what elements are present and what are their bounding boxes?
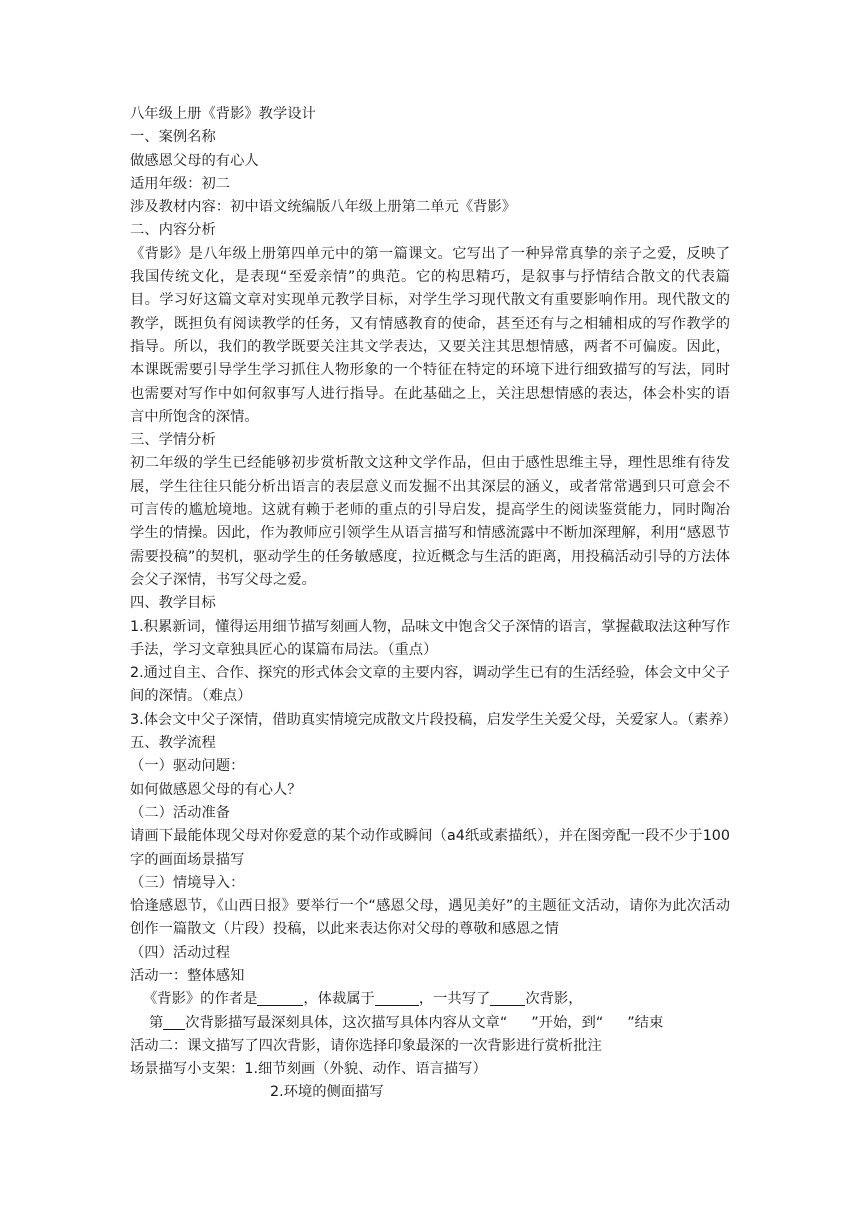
material-line: 涉及教材内容：初中语文统编版八年级上册第二单元《背影》 — [130, 199, 517, 216]
step-1-heading: （一）驱动问题： — [130, 758, 245, 775]
question-1 — [130, 988, 730, 1011]
author-blank[interactable] — [257, 990, 303, 1006]
q1-text-c: ，一共写了 — [418, 991, 491, 1008]
section-3-heading: 三、学情分析 — [130, 432, 216, 449]
scaffold-item-2: 2.环境的侧面描写 — [270, 1084, 384, 1101]
scaffold-item-1: 场景描写小支架：1.细节刻画（外貌、动作、语言描写） — [130, 1061, 487, 1078]
count-blank[interactable] — [490, 990, 525, 1006]
genre-blank[interactable] — [375, 990, 419, 1006]
step-3-heading: （三）情境导入： — [130, 874, 245, 891]
step-4-heading: （四）活动过程 — [130, 944, 231, 961]
doc-title: 八年级上册《背影》教学设计 — [130, 106, 316, 122]
q2-text-d: ”结束 — [627, 1014, 664, 1031]
document-body — [130, 103, 737, 1105]
q2-text-a: 第 — [149, 1014, 164, 1031]
q2-text-b: 次背影描写最深刻具体，这次描写具体内容从文章“ — [185, 1014, 508, 1031]
q1-text-b: ，体裁属于 — [303, 991, 375, 1008]
content-analysis-paragraph: 《背影》是八年级上册第四单元中的第一篇课文。它写出了一种异常真挚的亲子之爱，反映了我国传统文化，是表现“至爱亲情”的典范。它的构思精巧，是叙事与抒情结合散文的代表篇目。学习好这篇文章对实现单元教学目标，对学生学习现代散文有重要影响作用。现代散文的教学，既担负有阅读教学的任务，又有情感教育的使命，甚至还有与之相辅相成的写作教学的指导。所以，我们的教学既要关注其文学表达，又要关注其思想情感，两者不可偏废。因此，本课既需要引导学生学习抓住人物形象的一个特征在特定的环境下进行细致描写的写法，同时也需要对写作中如何叙事写人进行指导。在此基础之上，关注思想情感的表达，体会朴实的语言中所饱含的深情。 — [130, 245, 730, 425]
section-2-heading: 二、内容分析 — [130, 222, 216, 239]
ordinal-blank[interactable] — [163, 1014, 185, 1030]
grade-line: 适用年级：初二 — [130, 175, 231, 192]
q1-text-d: 次背影， — [525, 991, 583, 1008]
section-1-heading: 一、案例名称 — [130, 129, 216, 146]
activity-2-text: 活动二：课文描写了四次背影，请你选择印象最深的一次背影进行赏析批注 — [130, 1037, 602, 1054]
goal-3: 3.体会文中父子深情，借助真实情境完成散文片段投稿，启发学生关爱父母，关爱家人。（素养） — [130, 711, 737, 728]
step-3-text: 恰逢感恩节，《山西日报》要举行一个“感恩父母，遇见美好”的主题征文活动，请你为此次活动创作一篇散文（片段）投稿，以此来表达你对父母的尊敬和感恩之情 — [130, 898, 730, 938]
case-name: 做感恩父母的有心人 — [130, 152, 259, 169]
step-2-heading: （二）活动准备 — [130, 804, 231, 821]
goal-1: 1.积累新词，懂得运用细节描写刻画人物，品味文中饱含父子深情的语言，掌握截取法这种写作手法，学习文章独具匠心的谋篇布局法。（重点） — [130, 618, 730, 658]
step-1-text: 如何做感恩父母的有心人？ — [130, 781, 302, 798]
student-analysis-paragraph: 初二年级的学生已经能够初步赏析散文这种文学作品，但由于感性思维主导，理性思维有待发展，学生往往只能分析出语言的表层意义而发掘不出其深层的涵义，或者常常遇到只可意会不可言传的尴尬境地。这就有赖于老师的重点的引导启发，提高学生的阅读鉴赏能力，同时陶冶学生的情操。因此，作为教师应引领学生从语言描写和情感流露中不断加深理解，利用“感恩节需要投稿”的契机，驱动学生的任务敏感度，拉近概念与生活的距离，用投稿活动引导的方法体会父子深情，书写父母之爱。 — [130, 455, 730, 588]
section-4-heading: 四、教学目标 — [130, 595, 216, 612]
activity-1-heading: 活动一：整体感知 — [130, 967, 245, 984]
q1-text-a: 《背影》的作者是 — [143, 991, 258, 1008]
step-2-text: 请画下最能体现父母对你爱意的某个动作或瞬间（a4纸或素描纸），并在图旁配一段不少于100字的画面场景描写 — [130, 828, 730, 868]
q2-text-c: ”开始，到“ — [531, 1014, 604, 1031]
goal-2: 2.通过自主、合作、探究的形式体会文章的主要内容，调动学生已有的生活经验，体会文中父子间的深情。（难点） — [130, 665, 730, 705]
question-2 — [130, 1012, 730, 1035]
section-5-heading: 五、教学流程 — [130, 735, 216, 752]
